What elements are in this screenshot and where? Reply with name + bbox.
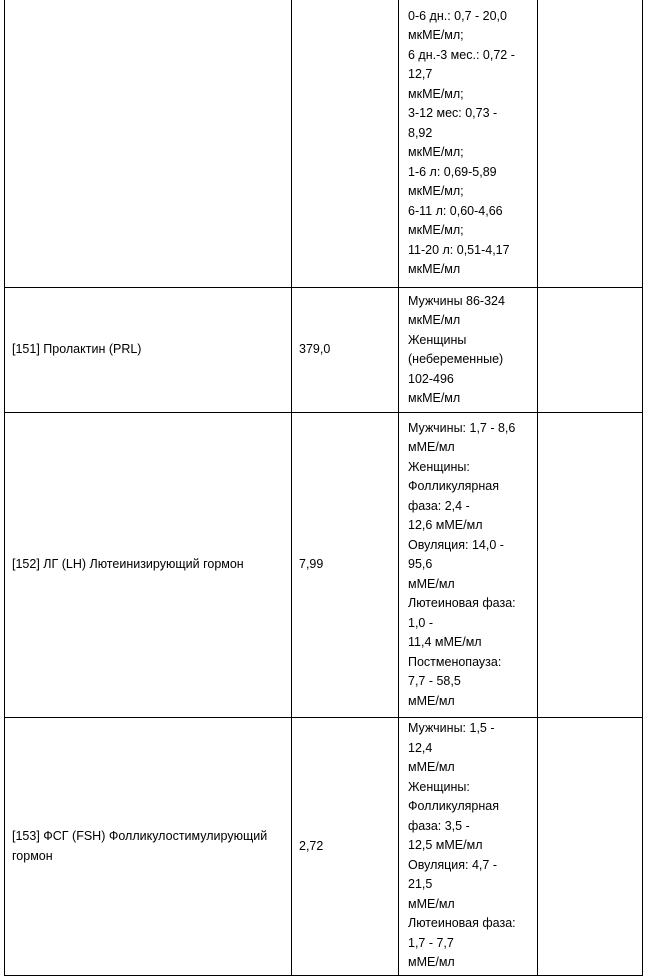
reference-line: мМЕ/мл xyxy=(408,693,455,708)
reference-line: мкМЕ/мл xyxy=(408,313,461,327)
result-cell: 379,0 xyxy=(292,288,399,413)
reference-line: 11,4 мМЕ/мл xyxy=(408,635,482,650)
reference-line: 12,4 xyxy=(408,740,433,755)
reference-range-cell xyxy=(399,718,538,976)
reference-line: Лютеиновая фаза: xyxy=(408,596,516,611)
reference-line: мМЕ/мл xyxy=(408,576,455,591)
result-cell xyxy=(292,0,399,288)
reference-line: Фолликулярная xyxy=(408,479,499,494)
reference-line: Женщины: xyxy=(408,779,470,794)
reference-line: 6-11 л: 0,60-4,66 xyxy=(408,203,503,218)
reference-line: 21,5 xyxy=(408,877,433,891)
table-row xyxy=(5,288,643,413)
reference-line: Женщины xyxy=(408,332,467,347)
reference-line: Овуляция: 14,0 - xyxy=(408,537,504,552)
result-cell: 2,72 xyxy=(292,718,399,976)
reference-line: Постменопауза: xyxy=(408,654,502,669)
reference-line: фаза: 2,4 - xyxy=(408,498,470,513)
reference-line: мМЕ/мл xyxy=(408,955,455,969)
reference-line: (небеременные) xyxy=(408,352,504,366)
reference-line: Мужчины: 1,7 - 8,6 xyxy=(408,420,516,435)
test-name-cell: [151] Пролактин (PRL) xyxy=(5,288,292,413)
reference-line: мМЕ/мл xyxy=(408,896,455,911)
reference-line: Фолликулярная xyxy=(408,799,499,813)
reference-line: 12,7 xyxy=(408,67,433,81)
reference-line: 3-12 мес: 0,73 - xyxy=(408,106,498,120)
reference-line: Мужчины: 1,5 - xyxy=(408,721,495,735)
table-row xyxy=(5,0,643,288)
notes-cell xyxy=(538,0,643,288)
reference-line: 12,5 мМЕ/мл xyxy=(408,838,483,852)
reference-line: мкМЕ/мл; xyxy=(408,28,464,42)
reference-line: Лютеиновая фаза: xyxy=(408,916,516,930)
reference-line: 1,0 - xyxy=(408,615,434,630)
reference-line: мкМЕ/мл; xyxy=(408,184,464,198)
reference-range-cell xyxy=(399,413,538,718)
test-name-cell: [152] ЛГ (LH) Лютеинизирующий гормон xyxy=(5,413,292,718)
reference-line: 11-20 л: 0,51-4,17 xyxy=(408,242,510,257)
notes-cell xyxy=(538,288,643,413)
reference-line: мкМЕ/мл xyxy=(408,262,461,276)
reference-line: мМЕ/мл xyxy=(408,760,455,774)
reference-line: 12,6 мМЕ/мл xyxy=(408,518,483,533)
table-row xyxy=(5,413,643,718)
reference-line: 95,6 xyxy=(408,557,433,572)
reference-line: мкМЕ/мл xyxy=(408,391,461,405)
notes-cell xyxy=(538,413,643,718)
reference-line: фаза: 3,5 - xyxy=(408,818,470,833)
reference-line: мМЕ/мл xyxy=(408,440,455,455)
result-cell: 7,99 xyxy=(292,413,399,718)
reference-line: Мужчины 86-324 xyxy=(408,293,505,308)
table-row xyxy=(5,718,643,976)
reference-line: 0-6 дн.: 0,7 - 20,0 xyxy=(408,8,507,23)
reference-line: 1-6 л: 0,69-5,89 xyxy=(408,164,497,179)
reference-line: 7,7 - 58,5 xyxy=(408,674,461,689)
reference-line: 6 дн.-3 мес.: 0,72 - xyxy=(408,47,515,62)
reference-range-cell xyxy=(399,0,538,288)
reference-line: 1,7 - 7,7 xyxy=(408,935,454,950)
reference-range-cell xyxy=(399,288,538,413)
reference-line: мкМЕ/мл; xyxy=(408,145,464,159)
reference-line: 8,92 xyxy=(408,125,433,140)
lab-results-table xyxy=(4,0,643,976)
test-name-cell: [153] ФСГ (FSH) Фолликулостимулирующий гормон xyxy=(5,718,292,976)
reference-line: 102-496 xyxy=(408,371,454,386)
reference-line: мкМЕ/мл; xyxy=(408,86,464,101)
notes-cell xyxy=(538,718,643,976)
test-name-cell xyxy=(5,0,292,288)
reference-line: Женщины: xyxy=(408,459,470,474)
reference-line: мкМЕ/мл; xyxy=(408,223,464,237)
reference-line: Овуляция: 4,7 - xyxy=(408,857,497,872)
